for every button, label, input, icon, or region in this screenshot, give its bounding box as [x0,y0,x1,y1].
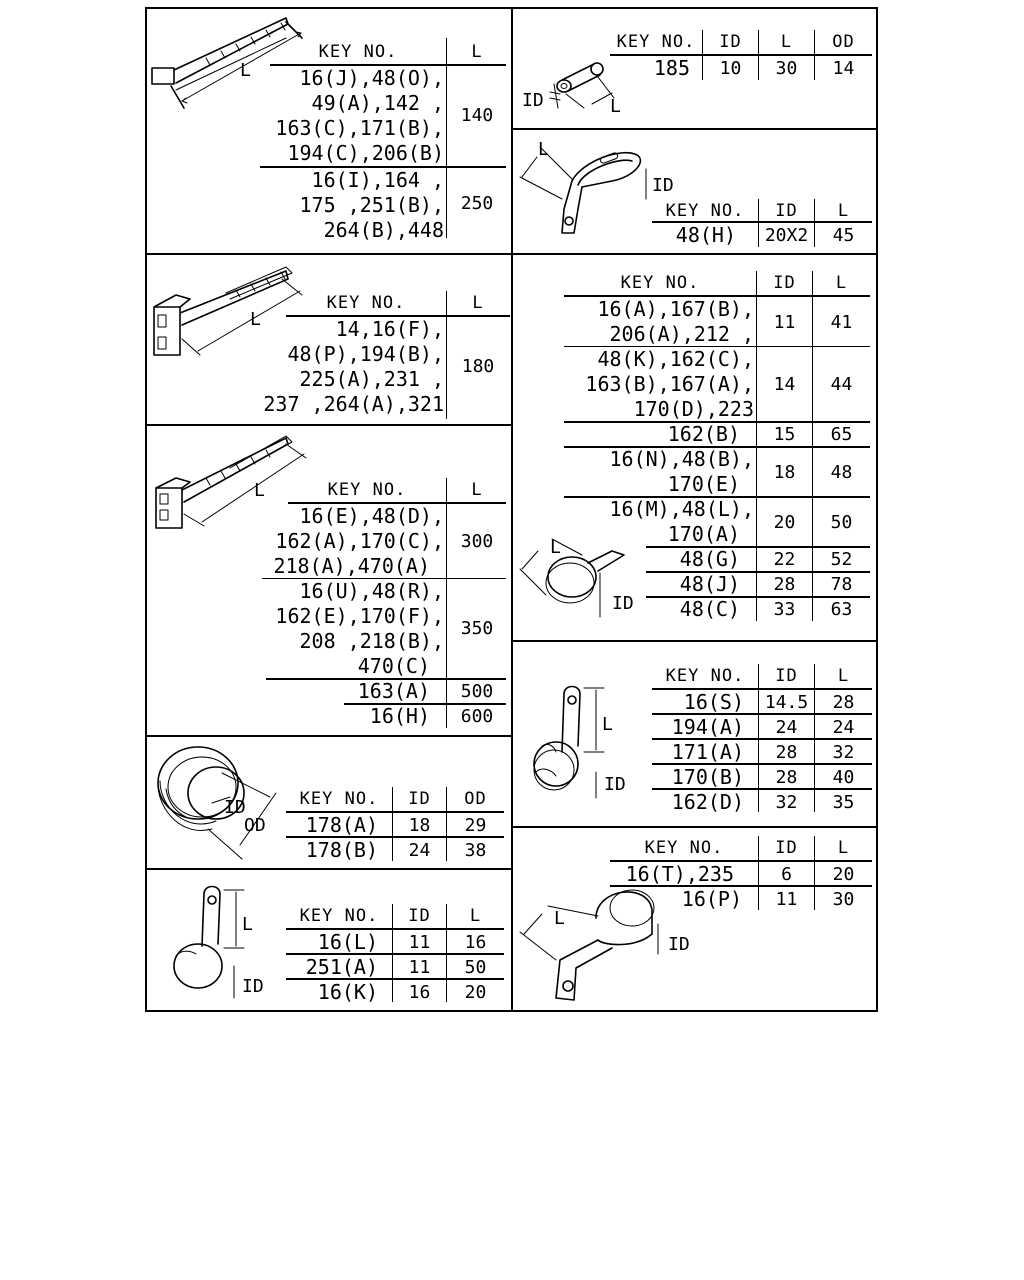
value-l: 16 [464,932,487,953]
value-id: 18 [773,462,796,483]
key-line: 48(G) [679,547,740,571]
dim-id-label: ID [604,774,626,795]
value-l: 180 [461,356,495,377]
header-id: ID [719,32,742,52]
value-id: 28 [775,742,798,763]
cell-clip-clamp [512,255,877,640]
value-od: 29 [464,815,487,836]
value-l: 250 [460,193,494,214]
cell-tube-185 [512,8,877,128]
value-id: 33 [773,599,796,620]
key-line: 49(A),142 , [311,91,444,115]
value-id: 20X2 [764,225,809,246]
dim-l-label: L [250,309,261,330]
key-line: 264(B),448 [323,218,444,242]
dim-l-label: L [242,914,253,935]
header-key-no: KEY NO. [620,273,700,293]
dim-id-label: ID [224,797,246,818]
key-line: 16(T),235 [625,862,734,886]
value-l: 50 [830,512,853,533]
value-l: 30 [832,889,855,910]
value-id: 28 [775,767,798,788]
value-id: 6 [781,864,792,885]
key-line: 251(A) [305,955,378,979]
value-id: 15 [773,424,796,445]
dim-l-label: L [254,480,265,501]
dim-l-label: L [240,60,251,81]
key-line: 237 ,264(A),321 [263,392,444,416]
table-oval-clamp-48h [652,199,872,249]
key-line: 16(A),167(B), [597,297,754,321]
key-line: 162(E),170(F), [275,604,444,628]
header-key-no: KEY NO. [327,480,407,500]
value-l: 52 [830,549,853,570]
header-key-no: KEY NO. [665,201,745,221]
dim-l-label: L [538,139,549,160]
key-line: 16(K) [317,980,378,1004]
key-line: 48(P),194(B), [287,342,444,366]
header-id: ID [773,273,796,293]
value-l: 20 [464,982,487,1003]
value-id: 22 [773,549,796,570]
cell-tie-300-600 [146,426,511,735]
key-line: 16(H) [369,704,430,728]
dim-l-label: L [550,537,561,558]
dim-id-label: ID [522,90,544,111]
value-l: 48 [830,462,853,483]
value-id: 11 [773,312,796,333]
dim-id-label: ID [242,976,264,997]
value-id: 11 [408,932,431,953]
table-tube-185 [610,30,872,90]
value-id: 16 [408,982,431,1003]
table-clip-clamp [562,271,874,631]
header-l: L [780,32,793,52]
dim-id-label: ID [652,175,674,196]
dim-l-label: L [554,908,565,929]
value-id: 20 [773,512,796,533]
value-id: 24 [408,840,431,861]
key-line: 48(K),162(C), [597,347,754,371]
value-l: 50 [464,957,487,978]
key-line: 48(J) [679,572,740,596]
key-line: 163(C),171(B), [275,116,444,140]
value-l: 30 [775,58,798,79]
cell-oval-clamp-48h [512,129,877,253]
key-line: 170(A) [667,522,740,546]
key-line: 16(J),48(O), [299,66,444,90]
header-l: L [471,480,483,500]
cell-p-clamp-tall [512,642,877,826]
table-tie-140-250 [256,38,511,253]
key-line: 208 ,218(B), [299,629,444,653]
key-line: 194(A) [671,715,744,739]
header-od: OD [464,789,487,809]
header-id: ID [775,838,798,858]
value-id: 14 [773,374,796,395]
key-line: 225(A),231 , [299,367,444,391]
value-l: 500 [460,681,494,702]
cell-p-clamp-small [146,870,511,1011]
value-l: 35 [832,792,855,813]
key-line: 162(D) [671,790,744,814]
header-id: ID [775,201,798,221]
header-l: L [469,906,482,926]
header-key-no: KEY NO. [326,293,406,313]
key-line: 171(A) [671,740,744,764]
header-id: ID [408,906,431,926]
header-id: ID [775,666,798,686]
value-id: 14.5 [764,692,809,713]
header-key-no: KEY NO. [665,666,745,686]
value-id: 10 [719,58,742,79]
key-line: 48(C) [679,597,740,621]
value-l: 44 [830,374,853,395]
key-line: 194(C),206(B) [287,141,444,165]
key-line: 175 ,251(B), [299,193,444,217]
key-line: 178(B) [305,838,378,862]
key-line: 16(L) [317,930,378,954]
cell-tie-140-250 [146,8,511,253]
cell-grommet [146,737,511,868]
value-l: 63 [830,599,853,620]
key-line: 470(C) [357,654,430,678]
key-line: 16(E),48(D), [299,504,444,528]
value-l: 24 [832,717,855,738]
value-l: 600 [460,706,494,727]
key-line: 16(S) [683,690,744,714]
key-line: 16(P) [681,887,742,911]
value-id: 11 [408,957,431,978]
header-l: L [837,201,850,221]
key-line: 16(N),48(B), [609,447,754,471]
value-l: 41 [830,312,853,333]
key-line: 48(H) [675,223,736,247]
value-id: 24 [775,717,798,738]
header-l: L [471,42,483,62]
value-od: 14 [832,58,855,79]
header-od: OD [832,32,855,52]
header-l: L [837,838,850,858]
dim-l-label: L [610,96,621,117]
key-line: 206(A),212 , [609,322,754,346]
key-line: 218(A),470(A) [273,554,430,578]
value-od: 38 [464,840,487,861]
key-line: 16(M),48(L), [609,497,754,521]
key-line: 170(D),223 [633,397,754,421]
value-id: 18 [408,815,431,836]
header-l: L [472,293,484,313]
header-l: L [835,273,848,293]
dim-id-label: ID [612,593,634,614]
cell-tie-180 [146,255,511,424]
key-line: 16(U),48(R), [299,579,444,603]
value-l: 45 [832,225,855,246]
key-line: 16(I),164 , [311,168,444,192]
value-l: 28 [832,692,855,713]
value-l: 65 [830,424,853,445]
header-id: ID [408,789,431,809]
key-line: 162(B) [667,422,740,446]
key-line: 185 [653,56,690,80]
table-p-clamp-small [286,904,508,1004]
key-line: 178(A) [305,813,378,837]
table-p-clamp-tall [652,664,872,814]
key-line: 170(E) [667,472,740,496]
dim-l-label: L [602,714,613,735]
table-tie-180 [220,291,510,421]
value-l: 300 [460,531,494,552]
key-line: 163(B),167(A), [585,372,754,396]
value-l: 40 [832,767,855,788]
key-line: 162(A),170(C), [275,529,444,553]
value-l: 140 [460,105,494,126]
header-key-no: KEY NO. [644,838,724,858]
table-offset-clamp [610,836,872,912]
key-line: 163(A) [357,679,430,703]
dim-od-label: OD [244,815,266,836]
table-tie-300-600 [258,478,510,733]
header-l: L [837,666,850,686]
dim-id-label: ID [668,934,690,955]
cell-offset-clamp [512,828,877,1011]
value-id: 28 [773,574,796,595]
value-id: 11 [775,889,798,910]
value-l: 350 [460,618,494,639]
header-key-no: KEY NO. [299,906,379,926]
value-l: 32 [832,742,855,763]
header-key-no: KEY NO. [318,42,398,62]
header-key-no: KEY NO. [299,789,379,809]
key-line: 14,16(F), [335,317,444,341]
key-line: 170(B) [671,765,744,789]
value-l: 78 [830,574,853,595]
value-l: 20 [832,864,855,885]
header-key-no: KEY NO. [616,32,696,52]
value-id: 32 [775,792,798,813]
table-grommet [286,787,508,863]
